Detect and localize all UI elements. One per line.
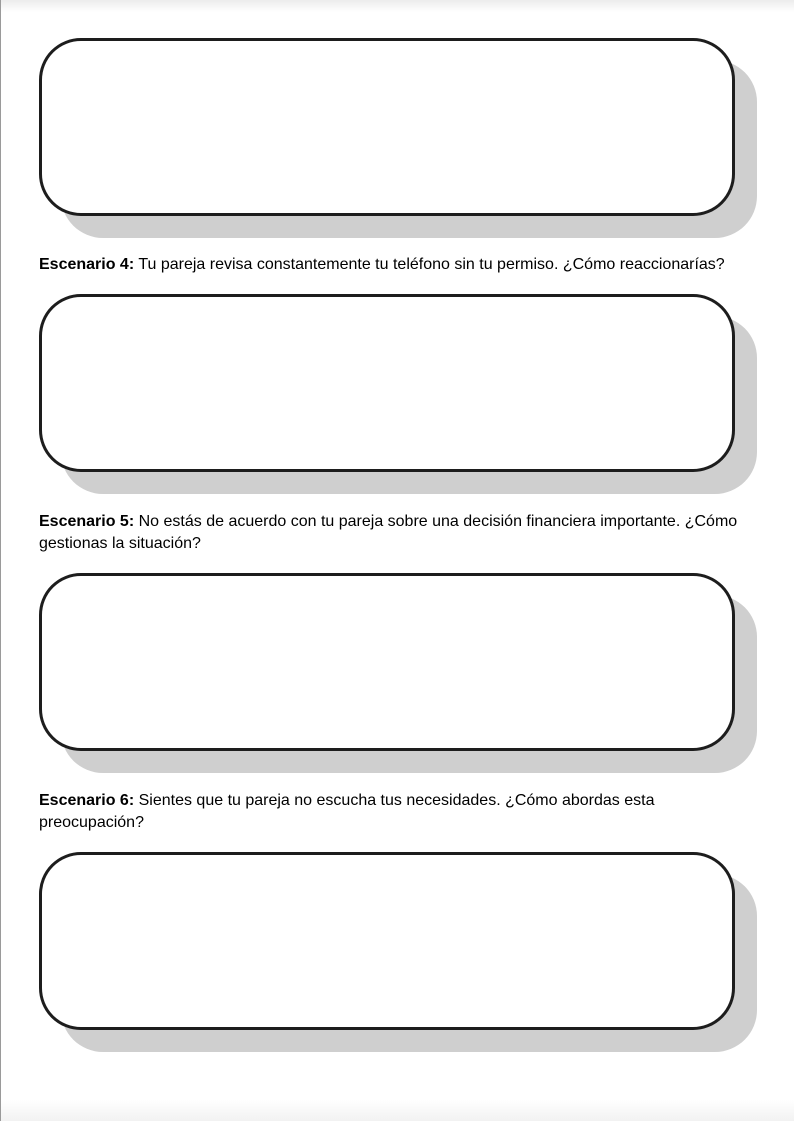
- scenario-5-text: No estás de acuerdo con tu pareja sobre una decisión financiera importante. ¿Cómo gestionas la situación?: [39, 513, 738, 552]
- scenario-6-prompt: [39, 790, 749, 834]
- answer-box-scenario-5[interactable]: [39, 573, 735, 751]
- page-bottom-edge: [1, 1100, 794, 1121]
- scenario-5-prompt: [39, 511, 749, 555]
- answer-box-scenario-6[interactable]: [39, 852, 735, 1030]
- scenario-4-prompt: [39, 254, 749, 276]
- page-top-edge: [1, 0, 794, 12]
- scenario-5-label: Escenario 5:: [39, 513, 135, 530]
- answer-box-scenario-3[interactable]: [39, 38, 735, 216]
- scenario-6-text: Sientes que tu pareja no escucha tus necesidades. ¿Cómo abordas esta preocupación?: [39, 792, 655, 831]
- answer-box-scenario-4[interactable]: [39, 294, 735, 472]
- scenario-4-text: Tu pareja revisa constantemente tu teléfono sin tu permiso. ¿Cómo reaccionarías?: [138, 256, 725, 273]
- scenario-4-label: Escenario 4:: [39, 256, 135, 273]
- scenario-6-label: Escenario 6:: [39, 792, 135, 809]
